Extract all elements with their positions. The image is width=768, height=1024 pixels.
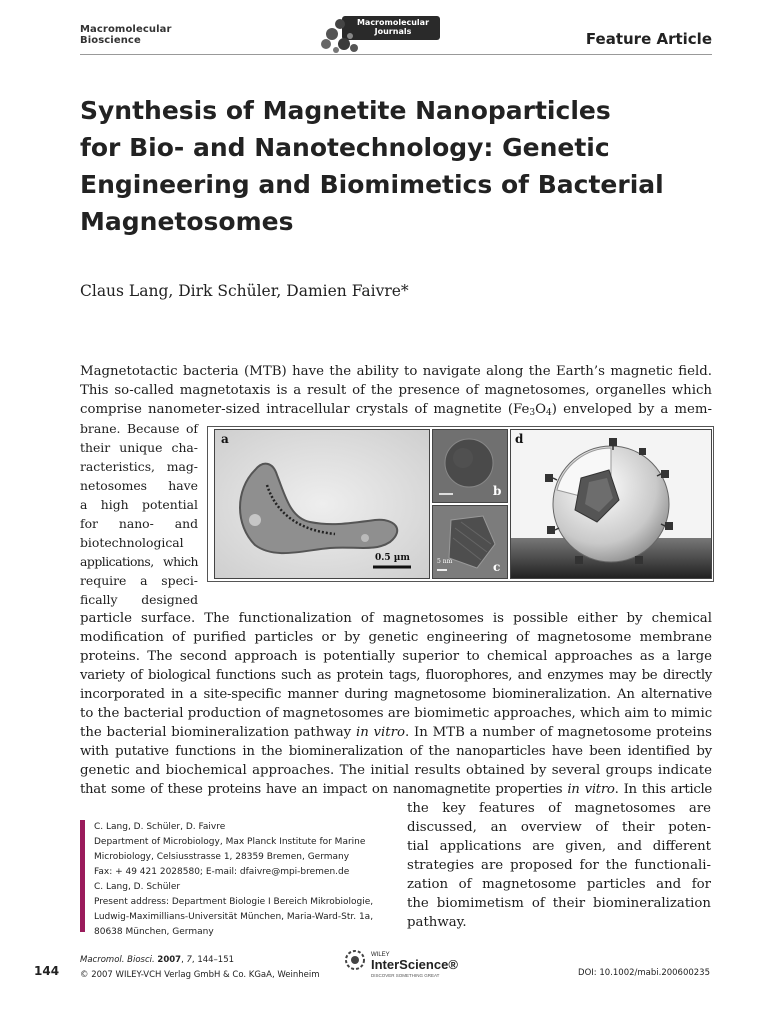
abstract-line: Magnetotactic bacteria (MTB) have the ability to navigate along the Earth’s magnetic field.: [80, 364, 712, 379]
panel-label-c: c: [493, 560, 501, 574]
abstract-line: variety of biological functions such as protein tags, fluorophores, and enzymes may be directly: [80, 668, 712, 683]
abstract-text: . In MTB a number of magnetosome proteins: [405, 725, 713, 740]
abstract-text: . In this article: [614, 782, 712, 797]
citation-block: [80, 953, 320, 983]
citation-pages: , 144–151: [191, 955, 235, 965]
macromolecular-journals-logo: [318, 14, 442, 54]
abstract-line: netosomes have: [80, 478, 198, 493]
copyright-line: © 2007 WILEY-VCH Verlag GmbH & Co. KGaA, Weinheim: [80, 970, 320, 980]
citation-volume: 7: [186, 955, 192, 965]
subscript: 4: [546, 408, 552, 418]
abstract-line: with putative functions in the biomineralization of the nanoparticles have been identified by: [80, 744, 712, 759]
abstract-line: brane. Because of: [80, 421, 198, 436]
author-list: Claus Lang, Dirk Schüler, Damien Faivre*: [80, 282, 409, 300]
abstract-text: O: [535, 402, 547, 417]
abstract-line: the key features of magnetosomes are: [407, 801, 711, 816]
affiliation-line: Present address: Department Biologie I Bereich Mikrobiologie,: [94, 897, 374, 907]
panel-b-crystal-image: [432, 429, 508, 503]
italic-text: in vitro: [567, 782, 615, 797]
abstract-line-italic: [80, 780, 712, 799]
citation-line: Macromol. Biosci. 2007, 7, 144–151: [80, 955, 235, 965]
abstract-line: incorporated in a site-specific manner during magnetosome biomineralization. An alternative: [80, 687, 712, 702]
abstract-line: applications, which: [80, 554, 198, 569]
wiley-logo-icon: [343, 946, 467, 982]
panel-label-d: d: [515, 432, 524, 446]
abstract-line: a high potential: [80, 497, 198, 512]
abstract-line: zation of magnetosome particles and for: [407, 877, 711, 892]
title-line: Engineering and Biomimetics of Bacterial: [80, 170, 664, 199]
header-rule: [80, 54, 712, 55]
journal-name-line2: Bioscience: [80, 35, 141, 46]
abstract-line: tial applications are given, and different: [407, 839, 711, 854]
journal-name: [80, 24, 171, 46]
scale-bar-label-c: 5 nm: [437, 558, 453, 565]
panel-a-tem-image: [214, 429, 430, 579]
wiley-interscience-logo: [343, 946, 467, 982]
title-line: Magnetosomes: [80, 207, 294, 236]
logo-text-line1: Macromolecular: [356, 18, 430, 27]
abstract-line: discussed, an overview of their poten-: [407, 820, 711, 835]
abstract-line: the biomimetism of their biomineralization: [407, 896, 711, 911]
page-number: 144: [34, 964, 60, 978]
abstract-line: modification of purified particles or by genetic engineering of magnetosome membrane: [80, 630, 712, 645]
abstract-line: This so-called magnetotaxis is a result of the presence of magnetosomes, organelles which: [80, 383, 712, 398]
abstract-line: strategies are proposed for the functionali-: [407, 858, 711, 873]
magnetosome-figure: [207, 426, 714, 582]
subscript: 3: [529, 408, 536, 418]
abstract-line-formula: [80, 400, 712, 419]
wiley-brand-text: InterScience®: [371, 957, 458, 972]
affiliation-accent-bar: [80, 820, 85, 932]
logo-text-line2: Journals: [374, 27, 412, 36]
affiliation-line: C. Lang, D. Schüler: [94, 882, 181, 892]
doi: DOI: 10.1002/mabi.200600235: [578, 968, 710, 978]
abstract-text: comprise nanometer-sized intracellular crystals of magnetite (Fe: [80, 402, 530, 417]
abstract-line: particle surface. The functionalization of magnetosomes is possible either by chemical: [80, 611, 712, 626]
affiliation-line: 80638 München, Germany: [94, 927, 214, 937]
abstract-line: require a speci-: [80, 573, 198, 588]
panel-c-hrtem-image: [432, 505, 508, 579]
wiley-tagline-text: DISCOVER SOMETHING GREAT: [371, 973, 440, 978]
title-line: Synthesis of Magnetite Nanoparticles: [80, 96, 611, 125]
abstract-line: their unique cha-: [80, 440, 198, 455]
affiliation-line: C. Lang, D. Schüler, D. Faivre: [94, 822, 226, 832]
title-line: for Bio- and Nanotechnology: Genetic: [80, 133, 610, 162]
abstract-line: for nano- and: [80, 516, 198, 531]
affiliation-block: [94, 820, 394, 940]
affiliation-line: Department of Microbiology, Max Planck Institute for Marine: [94, 837, 366, 847]
abstract-text: ) enveloped by a mem-: [551, 402, 712, 417]
citation-journal: Macromol. Biosci.: [80, 955, 155, 965]
panel-d-model-image: [510, 429, 712, 579]
italic-text: in vitro: [355, 725, 406, 740]
affiliation-line: Fax: + 49 421 2028580; E-mail: dfaivre@mpi-bremen.de: [94, 867, 350, 877]
journal-name-line1: Macromolecular: [80, 24, 172, 35]
functionalized-sphere-icon: [511, 430, 711, 578]
article-title: [80, 92, 720, 240]
panel-label-b: b: [493, 484, 502, 498]
abstract-line: fically designed: [80, 592, 198, 607]
wiley-small-text: WILEY: [371, 952, 390, 958]
abstract-line: biotechnological: [80, 535, 184, 550]
abstract-text: that some of these proteins have an impact on nanomagnetite properties: [80, 782, 568, 797]
section-label: Feature Article: [585, 30, 712, 48]
abstract-line: pathway.: [407, 915, 467, 930]
affiliation-line: Microbiology, Celsiusstrasse 1, 28359 Bremen, Germany: [94, 852, 350, 862]
abstract-text: the bacterial biomineralization pathway: [80, 725, 356, 740]
citation-year: 2007: [157, 955, 182, 965]
abstract-line: racteristics, mag-: [80, 459, 198, 474]
abstract-line: genetic and biochemical approaches. The initial results obtained by several groups indicate: [80, 763, 712, 778]
panel-label-a: a: [221, 432, 229, 446]
abstract-line-italic: [80, 723, 712, 742]
scale-bar-label-a: 0.5 µm: [375, 553, 410, 563]
abstract-line: proteins. The second approach is potentially superior to chemical approaches as a large: [80, 649, 712, 664]
affiliation-line: Ludwig-Maximillians-Universität München, Maria-Ward-Str. 1a,: [94, 912, 374, 922]
abstract-line: to the bacterial production of magnetosomes are biomimetic approaches, which aim to mimic: [80, 706, 713, 721]
